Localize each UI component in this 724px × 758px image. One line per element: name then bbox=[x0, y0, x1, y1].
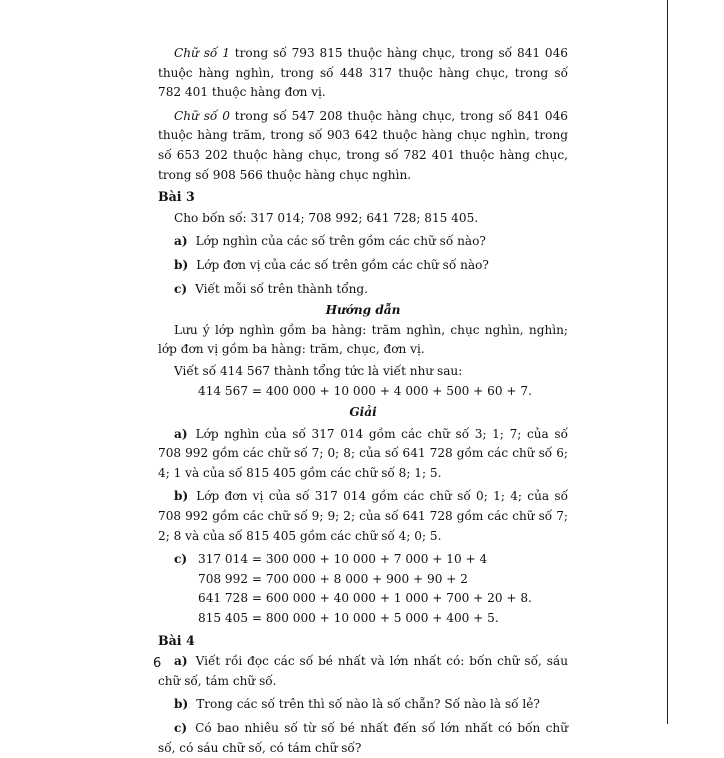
answer-a-text: Lớp nghìn của số 317 014 gồm các chữ số 3; 1; 7; của số 708 992 gồm các chữ số 7; 0; 8; của số 641 728 gồm các chữ số 6; 4; 1 và của số 815 405 gồm các chữ số 8; 1; 5. bbox=[158, 426, 568, 480]
bai4-question-a bbox=[158, 652, 568, 691]
intro-p2-text: trong số 547 208 thuộc hàng chục, trong số 841 046 thuộc hàng trăm, trong số 903 642 thuộc hàng chục nghìn, trong số 653 202 thuộc hàng chục, trong số 782 401 thuộc hàng chục, trong số 908 566 thuộc hàng chục nghìn. bbox=[158, 108, 568, 182]
bai4-qc-marker: c) bbox=[174, 721, 188, 735]
answer-b-text: Lớp đơn vị của số 317 014 gồm các chữ số 0; 1; 4; của số 708 992 gồm các chữ số 9; 9; 2; của số 641 728 gồm các chữ số 7; 2; 8 và của số 815 405 gồm các chữ số 4; 0; 5. bbox=[158, 489, 568, 543]
bai4-qb-marker: b) bbox=[174, 697, 189, 712]
solution-title: Giải bbox=[349, 405, 377, 420]
guide-title: Hướng dẫn bbox=[325, 303, 401, 318]
bai3-question-c bbox=[158, 280, 568, 300]
page-edge-line bbox=[667, 0, 668, 724]
answer-c-equation-1: 317 014 = 300 000 + 10 000 + 7 000 + 10 + 4 bbox=[198, 552, 488, 567]
bai4-qc-text: Có bao nhiêu số từ số bé nhất đến số lớn nhất có bốn chữ số, có sáu chữ số, có tám chữ số? bbox=[158, 721, 568, 755]
bai3-qc-marker: c) bbox=[174, 281, 188, 296]
guide-equation: 414 567 = 400 000 + 10 000 + 4 000 + 500 + 60 + 7. bbox=[198, 383, 532, 398]
intro-p1-text: trong số 793 815 thuộc hàng chục, trong số 841 046 thuộc hàng nghìn, trong số 448 317 thuộc hàng chục, trong số 782 401 thuộc hàng đơn vị. bbox=[158, 46, 568, 100]
intro-p2-lead: Chữ số 0 bbox=[174, 108, 230, 123]
bai4-qa-marker: a) bbox=[174, 654, 188, 669]
answer-c-equation-2: 708 992 = 700 000 + 8 000 + 900 + 90 + 2 bbox=[198, 571, 468, 586]
intro-paragraph-2 bbox=[158, 107, 568, 185]
answer-c-equation-4: 815 405 = 800 000 + 10 000 + 5 000 + 400 + 5. bbox=[198, 611, 499, 626]
guide-text: Lưu ý lớp nghìn gồm ba hàng: trăm nghìn, chục nghìn, nghìn; lớp đơn vị gồm ba hàng: trăm, chục, đơn vị. bbox=[158, 322, 568, 357]
answer-b bbox=[158, 487, 568, 546]
answer-c-marker: c) bbox=[174, 552, 188, 567]
bai4-question-b bbox=[158, 695, 568, 715]
bai3-question-a bbox=[158, 232, 568, 252]
bai4-title: Bài 4 bbox=[158, 632, 195, 648]
answer-c bbox=[158, 550, 568, 628]
bai3-prompt: Cho bốn số: 317 014; 708 992; 641 728; 815 405. bbox=[174, 210, 479, 225]
bai4-question-c bbox=[158, 719, 568, 758]
bai3-qa-text: Lớp nghìn của các số trên gồm các chữ số nào? bbox=[195, 234, 486, 249]
page-content bbox=[158, 44, 568, 758]
answer-c-equations bbox=[198, 550, 532, 628]
page-number: 6 bbox=[153, 656, 162, 671]
bai3-qb-text: Lớp đơn vị của các số trên gồm các chữ số nào? bbox=[196, 257, 489, 272]
intro-paragraph-1 bbox=[158, 44, 568, 103]
bai3-title: Bài 3 bbox=[158, 189, 195, 205]
answer-c-equation-3: 641 728 = 600 000 + 40 000 + 1 000 + 700 + 20 + 8. bbox=[198, 591, 532, 606]
bai3-qc-text: Viết mỗi số trên thành tổng. bbox=[195, 281, 369, 296]
intro-p1-lead: Chữ số 1 bbox=[174, 46, 230, 60]
guide-example: Viết số 414 567 thành tổng tức là viết như sau: bbox=[174, 363, 463, 378]
answer-b-marker: b) bbox=[174, 489, 189, 504]
answer-a-marker: a) bbox=[174, 426, 188, 441]
bai3-qb-marker: b) bbox=[174, 257, 189, 272]
answer-a bbox=[158, 425, 568, 484]
bai4-qa-text: Viết rồi đọc các số bé nhất và lớn nhất có: bốn chữ số, sáu chữ số, tám chữ số. bbox=[158, 654, 568, 688]
bai3-qa-marker: a) bbox=[174, 234, 188, 249]
bai4-qb-text: Trong các số trên thì số nào là số chẵn? Số nào là số lẻ? bbox=[196, 697, 540, 712]
bai3-question-b bbox=[158, 256, 568, 276]
